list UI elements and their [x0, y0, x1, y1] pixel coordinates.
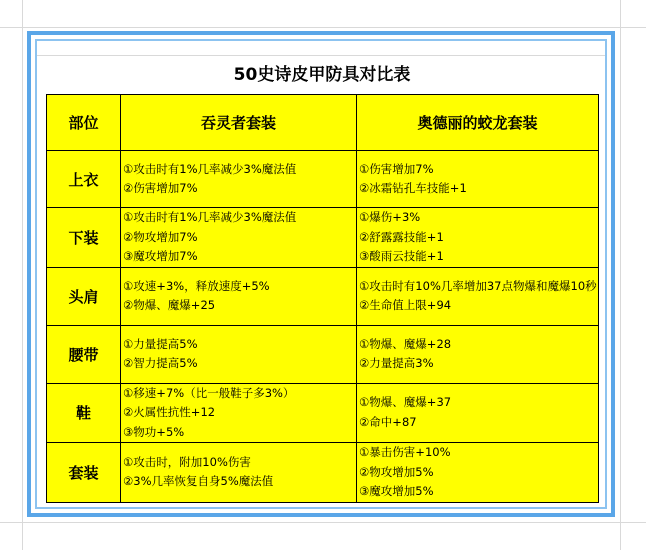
- header-set-a: 吞灵者套装: [121, 95, 357, 151]
- effect-line: ①物爆、魔爆+37: [359, 395, 452, 410]
- part-cell: 上衣: [47, 151, 121, 208]
- set-a-cell: [121, 443, 357, 503]
- effect-line: ③物功+5%: [123, 424, 185, 439]
- set-b-cell: [357, 208, 599, 268]
- set-b-cell: [357, 383, 599, 443]
- part-cell: 下装: [47, 208, 121, 268]
- gridline: [620, 0, 621, 550]
- set-b-cell: [357, 151, 599, 208]
- part-cell: 头肩: [47, 267, 121, 325]
- gridline: [0, 27, 646, 28]
- gridline: [37, 55, 605, 56]
- effect-line: ②冰霜钻孔车技能+1: [359, 181, 467, 195]
- effect-line: ②智力提高5%: [123, 356, 198, 370]
- header-set-b: 奥德丽的蛟龙套装: [357, 95, 599, 151]
- effect-line: ①攻击时，附加10%伤害: [123, 454, 251, 469]
- table-row: [47, 443, 599, 503]
- table-row: [47, 267, 599, 325]
- effect-line: ②物攻增加7%: [123, 229, 198, 244]
- table-row: [47, 383, 599, 443]
- effect-line: ②舒露露技能+1: [359, 229, 444, 244]
- set-b-cell: [357, 443, 599, 503]
- set-a-cell: [121, 383, 357, 443]
- table-row: [47, 208, 599, 268]
- effect-line: ②力量提高3%: [359, 356, 434, 370]
- effect-line: ③魔攻增加5%: [359, 484, 434, 498]
- gridline: [0, 522, 646, 523]
- set-b-cell: [357, 325, 599, 383]
- table-row: [47, 151, 599, 208]
- effect-line: ①攻击时有1%几率减少3%魔法值: [123, 161, 297, 176]
- effect-line: ①攻击时有1%几率减少3%魔法值: [123, 210, 297, 224]
- part-cell: 鞋: [47, 383, 121, 443]
- effect-line: ②伤害增加7%: [123, 181, 198, 195]
- effect-line: ②3%几率恢复自身5%魔法值: [123, 474, 274, 489]
- effect-line: ①物爆、魔爆+28: [359, 336, 452, 351]
- effect-line: ②命中+87: [359, 414, 417, 429]
- effect-line: ①暴击伤害+10%: [359, 445, 451, 459]
- part-cell: 腰带: [47, 325, 121, 383]
- effect-line: ②生命值上限+94: [359, 298, 452, 312]
- effect-line: ②物爆、魔爆+25: [123, 298, 216, 312]
- effect-line: ②物攻增加5%: [359, 464, 434, 479]
- header-part: 部位: [47, 95, 121, 151]
- set-a-cell: [121, 267, 357, 325]
- part-cell: 套装: [47, 443, 121, 503]
- effect-line: ①攻击时有10%几率增加37点物爆和魔爆10秒: [359, 278, 597, 293]
- effect-line: ③魔攻增加7%: [123, 249, 198, 263]
- set-b-cell: [357, 267, 599, 325]
- gridline: [22, 0, 23, 550]
- comparison-table: [46, 94, 599, 503]
- table-row: [47, 325, 599, 383]
- effect-line: ①攻速+3%，释放速度+5%: [123, 278, 270, 293]
- effect-line: ②火属性抗性+12: [123, 405, 216, 419]
- effect-line: ①伤害增加7%: [359, 161, 434, 176]
- table-title: 50史诗皮甲防具对比表: [233, 65, 411, 85]
- effect-line: ③酸雨云技能+1: [359, 249, 444, 263]
- header-row: [47, 95, 599, 151]
- effect-line: ①力量提高5%: [123, 336, 198, 351]
- set-a-cell: [121, 325, 357, 383]
- set-a-cell: [121, 151, 357, 208]
- effect-line: ①爆伤+3%: [359, 210, 421, 224]
- set-a-cell: [121, 208, 357, 268]
- effect-line: ①移速+7%（比一般鞋子多3%）: [123, 385, 295, 400]
